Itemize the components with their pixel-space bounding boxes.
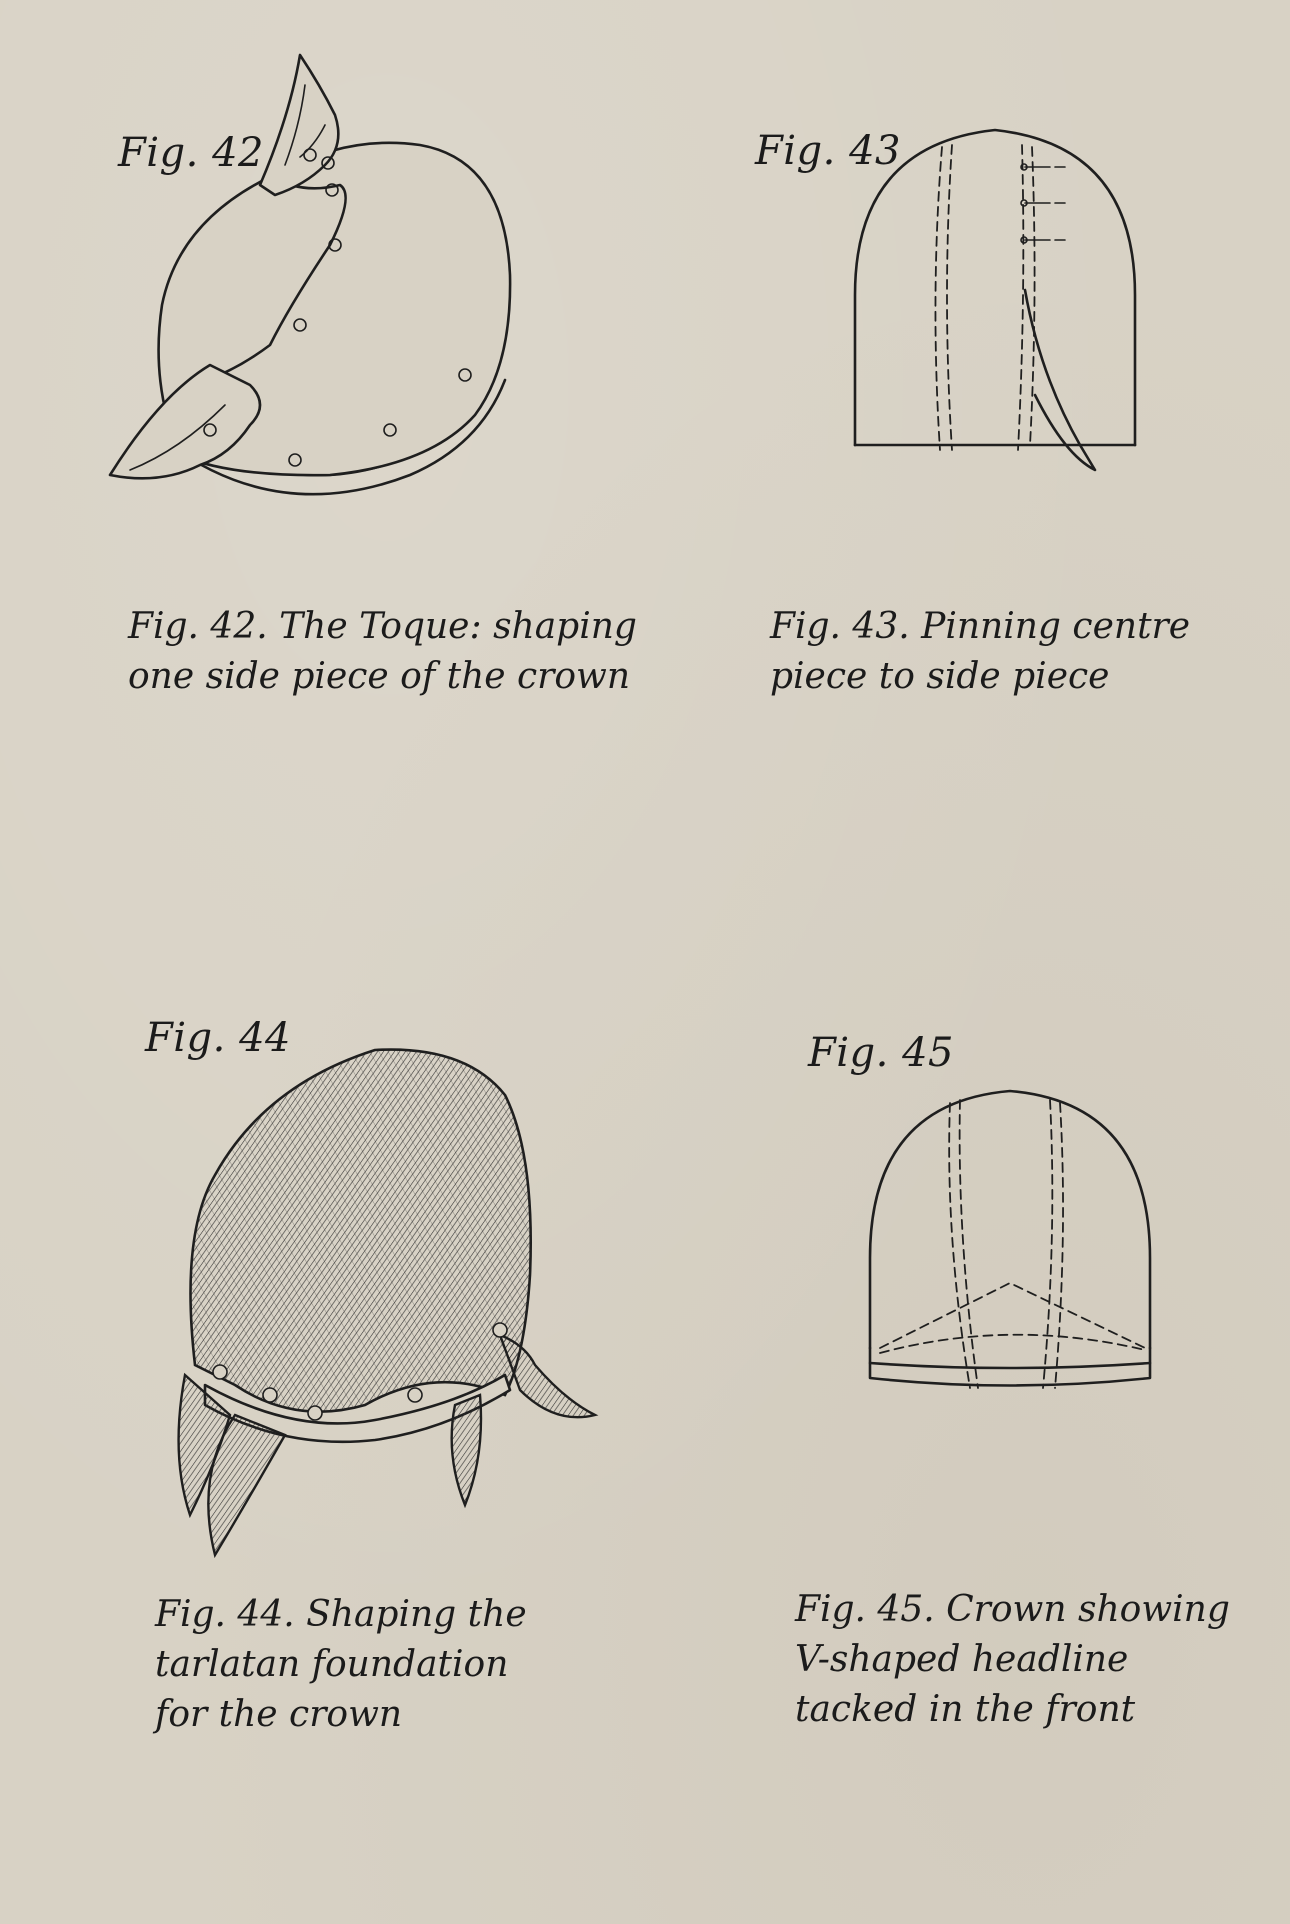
fig-45-caption-line-2: V-shaped headline [795, 1639, 1129, 1680]
fig-42-caption-line-1: Fig. 42. The Toque: shaping [128, 606, 637, 647]
fig-44-tarlatan-illustration [175, 1035, 605, 1565]
fig-44-caption-line-2: tarlatan foundation [155, 1644, 509, 1685]
fig-42-toque-illustration [100, 45, 520, 535]
fig-42-caption [128, 602, 637, 702]
fig-45-label: Fig. 45 [808, 1030, 954, 1076]
fig-44-caption [155, 1590, 527, 1740]
fig-43-caption-line-1: Fig. 43. Pinning centre [770, 606, 1191, 647]
fig-42-caption-line-2: one side piece of the crown [128, 656, 631, 697]
fig-44-caption-line-1: Fig. 44. Shaping the [155, 1594, 527, 1635]
fig-44-caption-line-3: for the crown [155, 1694, 403, 1735]
fig-45-crown-headline-illustration [865, 1088, 1155, 1428]
fig-45-caption [795, 1585, 1230, 1735]
fig-45-caption-line-3: tacked in the front [795, 1689, 1136, 1730]
fig-43-caption [770, 602, 1190, 702]
fig-43-label: Fig. 43 [755, 128, 901, 174]
fig-43-caption-line-2: piece to side piece [770, 656, 1110, 697]
fig-43-crown-illustration [850, 125, 1140, 485]
fig-45-caption-line-1: Fig. 45. Crown showing [795, 1589, 1230, 1630]
fig-42-label: Fig. 42 [118, 130, 264, 176]
fig-44-label: Fig. 44 [145, 1015, 291, 1061]
